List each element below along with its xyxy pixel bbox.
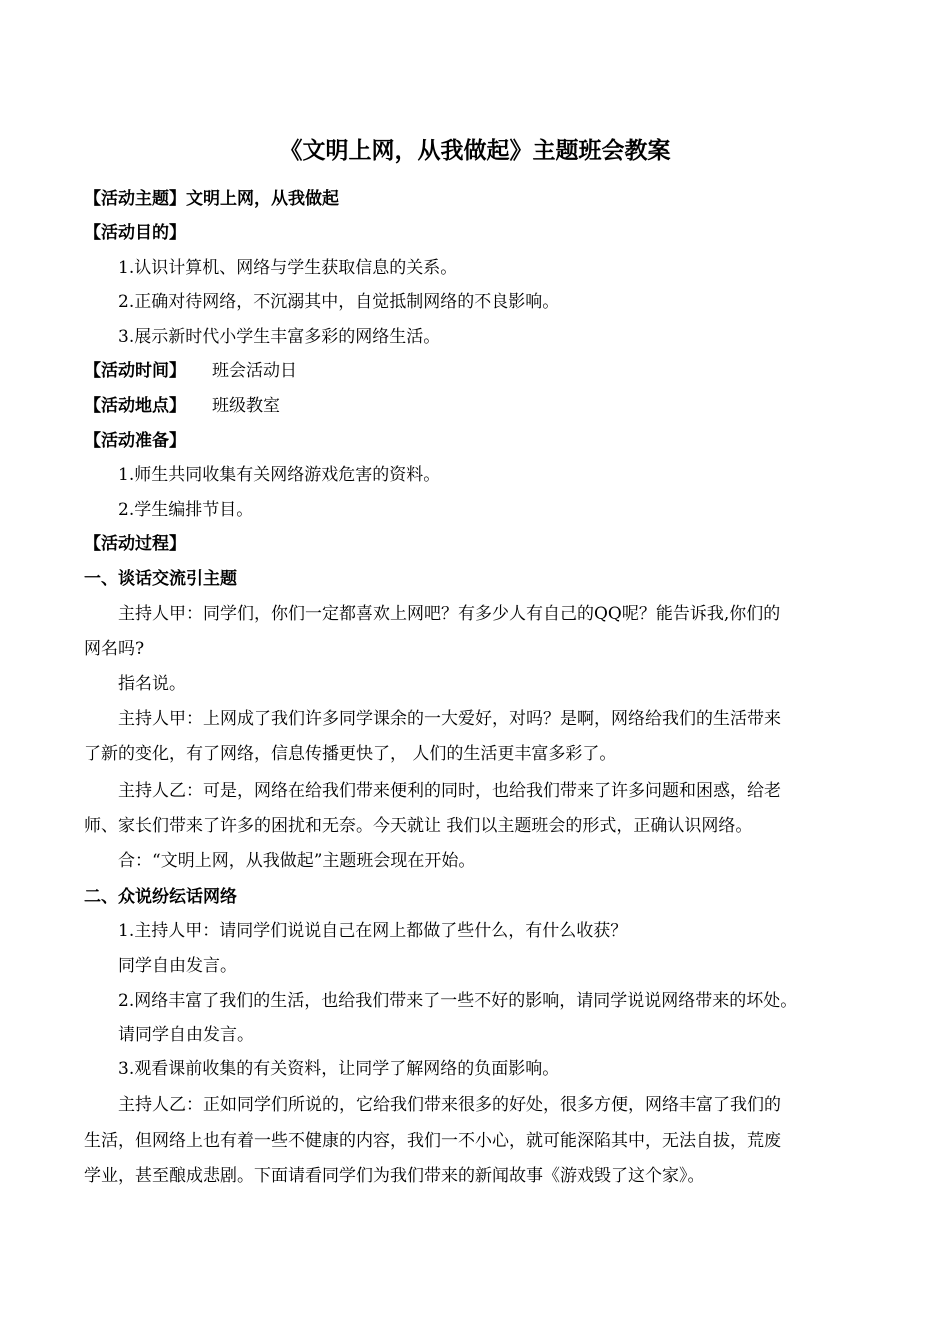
paragraph-line: 同学自由发言。 bbox=[118, 956, 237, 976]
section-heading: 一、谈话交流引主题 bbox=[84, 569, 237, 589]
paragraph-line: 主持人甲：上网成了我们许多同学课余的一大爱好，对吗？是啊，网络给我们的生活带来 bbox=[118, 709, 781, 729]
process-label: 【活动过程】 bbox=[84, 534, 186, 554]
place-value: 班级教室 bbox=[212, 396, 280, 416]
paragraph-line: 指名说。 bbox=[118, 674, 186, 694]
purpose-item: 3.展示新时代小学生丰富多彩的网络生活。 bbox=[118, 327, 441, 347]
time-value: 班会活动日 bbox=[212, 361, 297, 381]
paragraph-line: 学业，甚至酿成悲剧。下面请看同学们为我们带来的新闻故事《游戏毁了这个家》。 bbox=[84, 1166, 705, 1186]
paragraph-line: 主持人甲：同学们，你们一定都喜欢上网吧？有多少人有自己的QQ呢？能告诉我,你们的 bbox=[118, 604, 781, 624]
purpose-item: 2.正确对待网络，不沉溺其中，自觉抵制网络的不良影响。 bbox=[118, 292, 560, 312]
document-title: 《文明上网，从我做起》主题班会教案 bbox=[279, 137, 671, 164]
paragraph-line: 主持人乙：可是，网络在给我们带来便利的同时，也给我们带来了许多问题和困惑，给老 bbox=[118, 781, 781, 801]
time-line bbox=[84, 358, 297, 384]
paragraph-line: 合：“文明上网，从我做起”主题班会现在开始。 bbox=[118, 851, 476, 871]
theme-value: 文明上网，从我做起 bbox=[186, 189, 339, 209]
paragraph-line: 师、家长们带来了许多的困扰和无奈。今天就让 我们以主题班会的形式，正确认识网络。 bbox=[84, 816, 753, 836]
purpose-item: 1.认识计算机、网络与学生获取信息的关系。 bbox=[118, 258, 458, 278]
paragraph-line: 了新的变化，有了网络，信息传播更快了， 人们的生活更丰富多彩了。 bbox=[84, 744, 617, 764]
paragraph-line: 网名吗? bbox=[84, 639, 145, 659]
theme-line bbox=[84, 186, 339, 212]
paragraph-line: 1.主持人甲：请同学们说说自己在网上都做了些什么，有什么收获？ bbox=[118, 921, 628, 941]
place-line bbox=[84, 393, 280, 419]
preparation-item: 2.学生编排节目。 bbox=[118, 500, 254, 520]
preparation-label: 【活动准备】 bbox=[84, 431, 186, 451]
paragraph-line: 2.网络丰富了我们的生活，也给我们带来了一些不好的影响，请同学说说网络带来的坏处。 bbox=[118, 991, 798, 1011]
theme-label: 【活动主题】 bbox=[84, 189, 186, 209]
preparation-item: 1.师生共同收集有关网络游戏危害的资料。 bbox=[118, 465, 441, 485]
paragraph-line: 3.观看课前收集的有关资料，让同学了解网络的负面影响。 bbox=[118, 1059, 560, 1079]
place-label: 【活动地点】 bbox=[84, 396, 186, 416]
paragraph-line: 主持人乙：正如同学们所说的，它给我们带来很多的好处，很多方便，网络丰富了我们的 bbox=[118, 1095, 781, 1115]
paragraph-line: 请同学自由发言。 bbox=[118, 1025, 254, 1045]
purpose-label: 【活动目的】 bbox=[84, 223, 186, 243]
paragraph-line: 生活，但网络上也有着一些不健康的内容，我们一不小心，就可能深陷其中，无法自拔，荒废 bbox=[84, 1131, 781, 1151]
section-heading: 二、众说纷纭话网络 bbox=[84, 887, 237, 907]
time-label: 【活动时间】 bbox=[84, 361, 186, 381]
